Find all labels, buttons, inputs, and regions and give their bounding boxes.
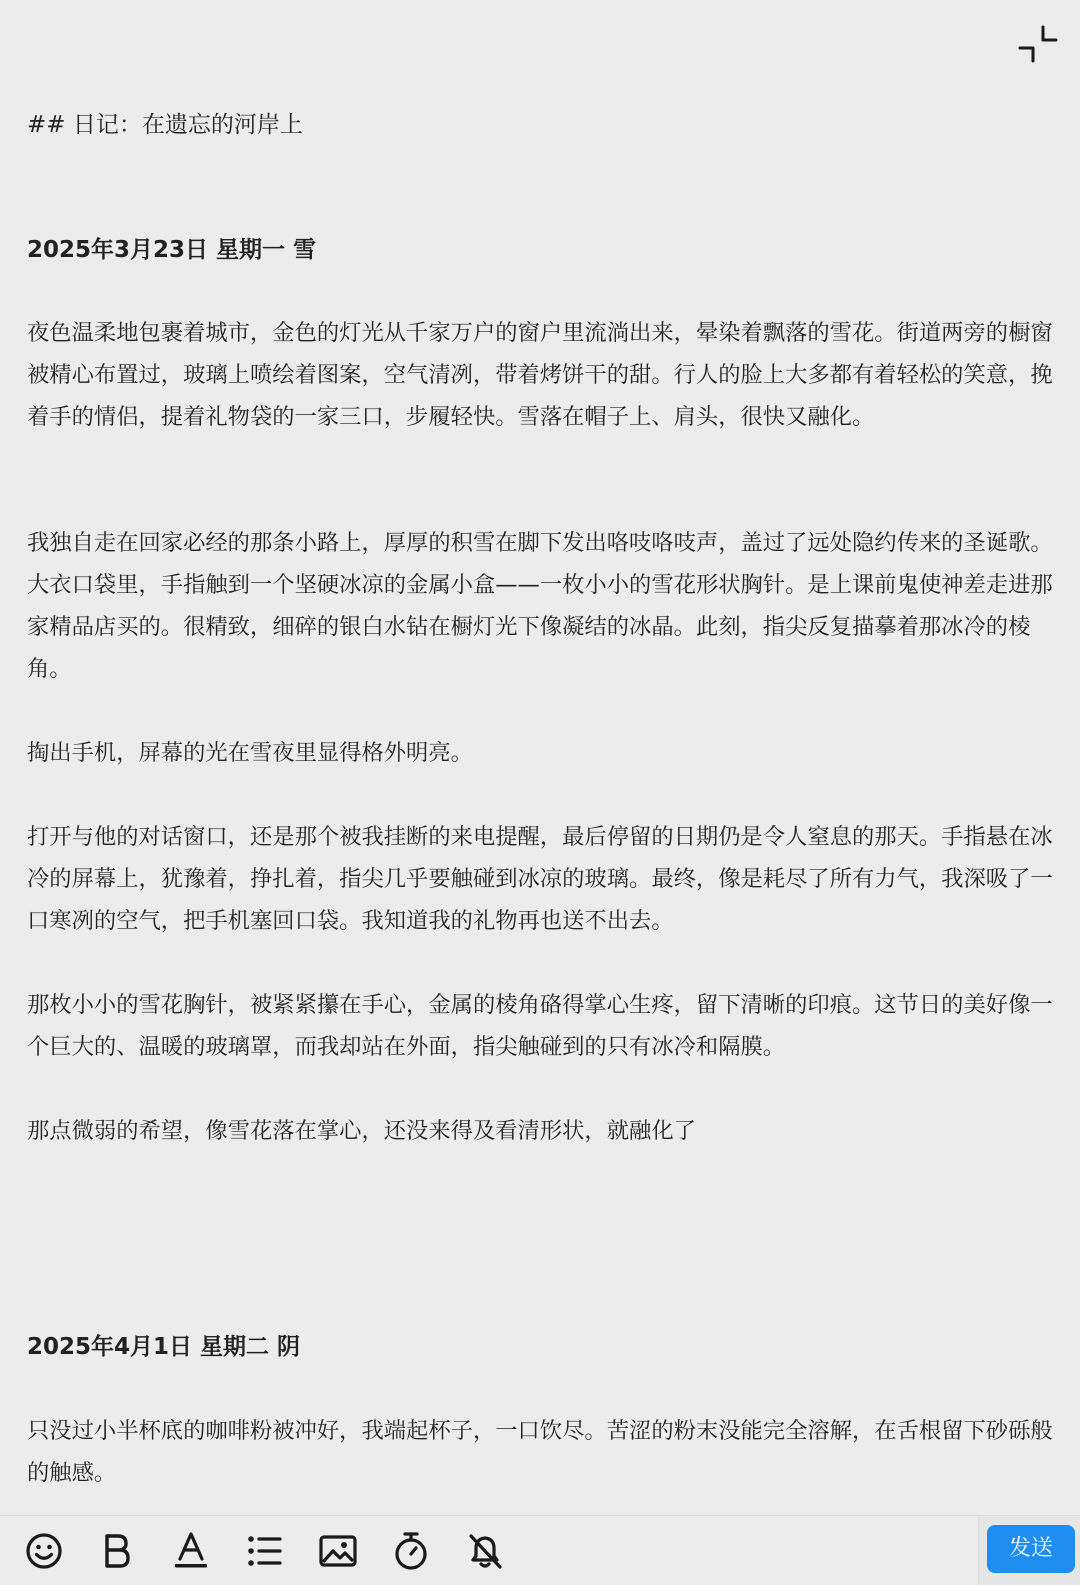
send-panel: [978, 1516, 1080, 1585]
entry-date: 2025年4月1日 星期二 阴: [27, 1334, 301, 1360]
entry-paragraph: 那枚小小的雪花胸针，被紧紧攥在手心，金属的棱角硌得掌心生疼，留下清晰的印痕。这节日的美好像一个巨大的、温暖的玻璃罩，而我却站在外面，指尖触碰到的只有冰冷和隔膜。: [27, 992, 1053, 1060]
timer-button[interactable]: [391, 1531, 431, 1571]
text-color-icon: [171, 1531, 211, 1571]
bullet-list-button[interactable]: [245, 1531, 285, 1571]
document-title: ## 日记：在遗忘的河岸上: [27, 112, 303, 138]
entry-paragraph: 掏出手机，屏幕的光在雪夜里显得格外明亮。: [27, 740, 473, 766]
editor-toolbar: [0, 1515, 1080, 1585]
collapse-editor-button[interactable]: [1018, 24, 1058, 64]
entry-date: 2025年3月23日 星期一 雪: [27, 237, 317, 263]
text-color-button[interactable]: [171, 1531, 211, 1571]
bold-icon: [97, 1531, 137, 1571]
emoji-button[interactable]: [24, 1531, 64, 1571]
entry-paragraph: 夜色温柔地包裹着城市，金色的灯光从千家万户的窗户里流淌出来，晕染着飘落的雪花。街道两旁的橱窗被精心布置过，玻璃上喷绘着图案，空气清冽，带着烤饼干的甜。行人的脸上大多都有着轻松的笑意，挽着手的情侣，提着礼物袋的一家三口，步履轻快。雪落在帽子上、肩头，很快又融化。: [27, 320, 1053, 430]
entry-paragraph: 打开与他的对话窗口，还是那个被我挂断的来电提醒，最后停留的日期仍是令人窒息的那天。手指悬在冰冷的屏幕上，犹豫着，挣扎着，指尖几乎要触碰到冰凉的玻璃。最终，像是耗尽了所有力气，我深吸了一口寒冽的空气，把手机塞回口袋。我知道我的礼物再也送不出去。: [27, 824, 1053, 934]
smiley-icon: [24, 1531, 64, 1571]
bullet-list-icon: [245, 1531, 285, 1571]
mute-button[interactable]: [465, 1531, 505, 1571]
send-button[interactable]: 发送: [987, 1525, 1075, 1573]
image-icon: [318, 1531, 358, 1571]
bold-button[interactable]: [97, 1531, 137, 1571]
entry-paragraph: 那点微弱的希望，像雪花落在掌心，还没来得及看清形状，就融化了: [27, 1118, 696, 1144]
bell-off-icon: [465, 1531, 505, 1571]
entry-paragraph: 只没过小半杯底的咖啡粉被冲好，我端起杯子，一口饮尽。苦涩的粉末没能完全溶解，在舌根留下砂砾般的触感。: [27, 1418, 1053, 1486]
collapse-icon: [1018, 24, 1058, 64]
entry-paragraph: 我独自走在回家必经的那条小路上，厚厚的积雪在脚下发出咯吱咯吱声，盖过了远处隐约传来的圣诞歌。大衣口袋里，手指触到一个坚硬冰凉的金属小盒——一枚小小的雪花形状胸针。是上课前鬼使神差走进那家精品店买的。很精致，细碎的银白水钻在橱灯光下像凝结的冰晶。此刻，指尖反复描摹着那冰冷的棱角。: [27, 530, 1053, 682]
insert-image-button[interactable]: [318, 1531, 358, 1571]
stopwatch-icon: [391, 1531, 431, 1571]
